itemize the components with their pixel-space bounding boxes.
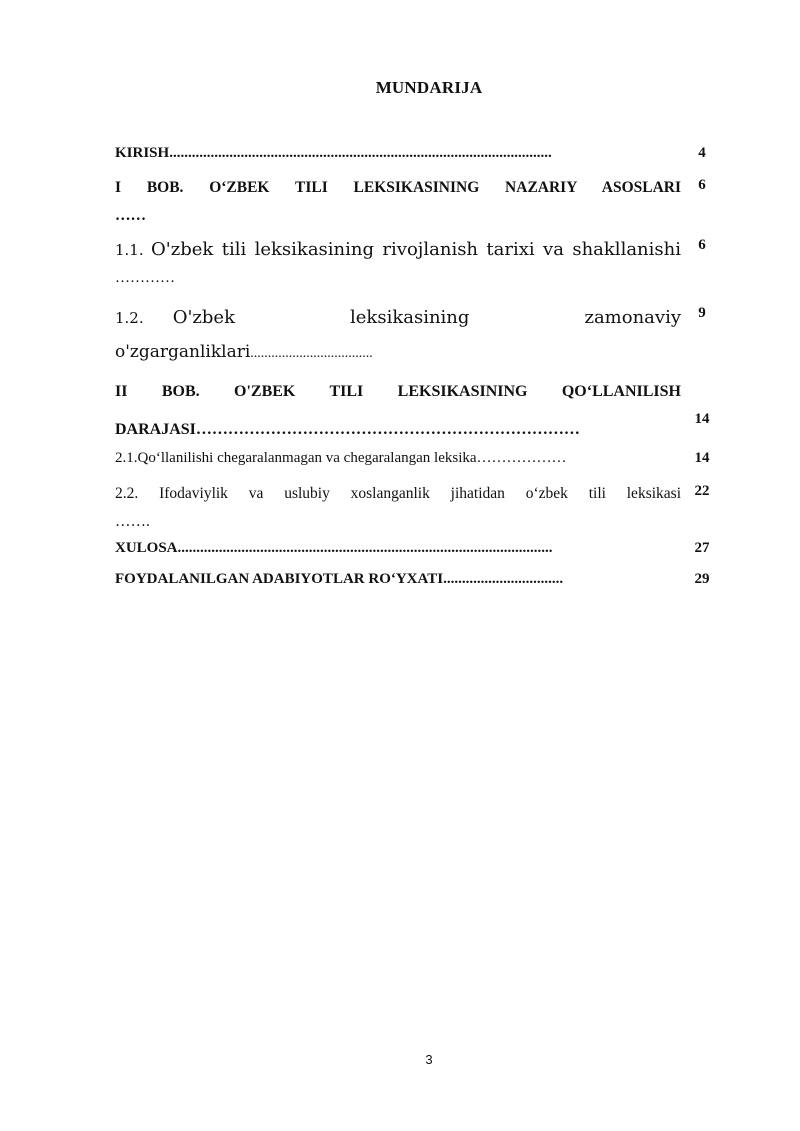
toc-page-number: 6: [698, 177, 706, 193]
toc-entry-label-cont: o'zgarganliklari: [115, 342, 251, 362]
toc-page-number: 22: [694, 483, 710, 499]
toc-page-number: 27: [694, 540, 710, 556]
toc-entry-kirish[interactable]: [115, 145, 717, 162]
toc-entry-section-1-1[interactable]: [115, 234, 717, 290]
toc-leader-dots: ................................: [443, 571, 564, 587]
toc-page-number: 6: [698, 237, 706, 253]
toc-entry-label: II BOB. O'ZBEK TILI LEKSIKASINING QO‘LLANILISH: [115, 383, 681, 400]
toc-entry-chapter-2[interactable]: [115, 373, 717, 449]
toc-page-number: 9: [698, 305, 706, 321]
toc-entry-label: FOYDALANILGAN ADABIYOTLAR RO‘YXATI: [115, 571, 444, 587]
toc-leader-dots: ......................................................................................................: [169, 145, 552, 161]
toc-leader-dots: …….: [115, 513, 150, 530]
toc-entry-label: KIRISH: [115, 145, 170, 161]
toc-entry-label: XULOSA: [115, 540, 178, 556]
toc-entry-label-cont: DARAJASI: [115, 421, 196, 438]
toc-leader-dots: ....................................................................................................: [177, 540, 553, 556]
toc-section-number: 1.1.: [115, 241, 144, 259]
toc-entry-label: O'zbek leksikasining zamonaviy: [172, 307, 681, 328]
toc-entry-label: 2.2. Ifodaviylik va uslubiy xoslanganlik jihatidan o‘zbek tili leksikasi: [115, 485, 681, 502]
toc-page-number: 4: [698, 145, 706, 161]
toc-leader-dots: ...................................: [250, 346, 373, 361]
toc-entry-xulosa[interactable]: [115, 540, 717, 557]
toc-entry-section-2-2[interactable]: [115, 480, 717, 536]
toc-title: MUNDARIJA: [375, 78, 483, 97]
toc-page-number: 14: [694, 450, 710, 466]
toc-entry-section-1-2[interactable]: [115, 301, 717, 371]
toc-entry-section-2-1[interactable]: [115, 450, 717, 467]
page-number-footer: 3: [425, 1052, 433, 1067]
toc-leader-dots: …………: [115, 270, 175, 286]
toc-leader-dots: ………………: [476, 450, 567, 466]
toc-entry-label-cont: ……: [115, 207, 146, 224]
toc-page-number: 14: [694, 411, 710, 427]
toc-entry-label: O'zbek tili leksikasining rivojlanish tarixi va shakllanishi: [151, 239, 681, 260]
toc-entry-chapter-1[interactable]: [115, 174, 717, 230]
toc-entry-label: 2.1.Qo‘llanilishi chegaralanmagan va chegaralangan leksika: [115, 450, 477, 466]
toc-section-number: 1.2.: [115, 309, 144, 327]
toc-entry-references[interactable]: [115, 571, 717, 588]
toc-page-number: 29: [694, 571, 710, 587]
toc-entry-label: I BOB. O‘ZBEK TILI LEKSIKASINING NAZARIY ASOSLARI: [115, 179, 681, 196]
toc-leader-dots: ………………………………………………………………: [195, 421, 580, 438]
